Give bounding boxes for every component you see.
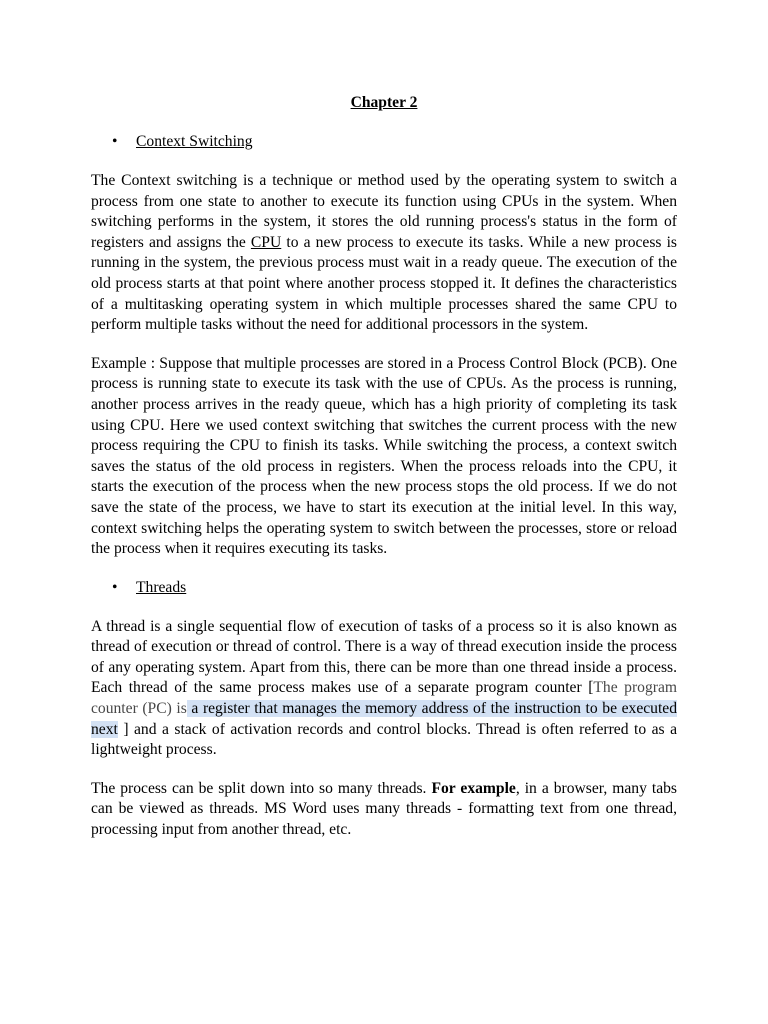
example-paragraph: Example : Suppose that multiple processes are stored in a Process Control Block (PCB). One process is running state to execute its task with the use of CPUs. As the process is running, another process arrives in the ready queue, which has a high priority of completing its task using CPU. Here we used context switching that switches the current process with the new process requiring the CPU to finish its tasks. While switching the process, a context switch saves the status of the old process in registers. When the process reloads into the CPU, it starts the execution of the process when the new process stops the old process. If we do not save the state of the process, we have to start its execution at the initial level. In this way, context switching helps the operating system to switch between the processes, store or reload the process when it requires executing its tasks. xyxy=(91,354,677,558)
cpu-link[interactable]: CPU xyxy=(250,233,282,251)
threads-heading: Threads xyxy=(136,578,187,596)
bullet-context-switching xyxy=(91,132,677,153)
threads-example-paragraph: The process can be split down into so many threads. For example, in a browser, many tabs can be viewed as threads. MS Word uses many threads - formatting text from one thread, processing input from another thread, etc. xyxy=(91,779,677,839)
context-switching-paragraph: The Context switching is a technique or method used by the operating system to switch a process from one state to another to execute its function using CPUs in the system. When switching performs in the system, it stores the old running process's status in the form of registers and assigns the CPU to a new process to execute its tasks. While a new process is running in the system, the previous process must wait in a ready queue. The execution of the old process starts at that point where another process stopped it. It defines the characteristics of a multitasking operating system in which multiple processes shared the same CPU to perform multiple tasks without the need for additional processors in the system. xyxy=(91,172,677,334)
highlighted-text: a register that manages the memory address of the instruction to be executed next xyxy=(91,700,678,738)
bullet-dot-icon: • xyxy=(112,578,118,596)
chapter-title: Chapter 2 xyxy=(350,94,418,111)
for-example-bold: For example xyxy=(431,779,516,797)
context-switching-heading: Context Switching xyxy=(136,133,253,150)
threads-paragraph: A thread is a single sequential flow of execution of tasks of a process so it is also known as thread of execution or thread of control. There is a way of thread execution inside the process of any operating system. Apart from this, there can be more than one thread inside a process. Each thread of the same process makes use of a separate program counter [The program counter (PC) is a register that manages the memory address of the instruction to be executed next ] and a stack of activation records and control blocks. Thread is often referred to as a lightweight process. xyxy=(91,617,678,759)
bullet-threads xyxy=(91,578,677,599)
program-counter-text: The program counter (PC) is xyxy=(91,679,678,718)
bullet-dot-icon: • xyxy=(112,133,118,150)
